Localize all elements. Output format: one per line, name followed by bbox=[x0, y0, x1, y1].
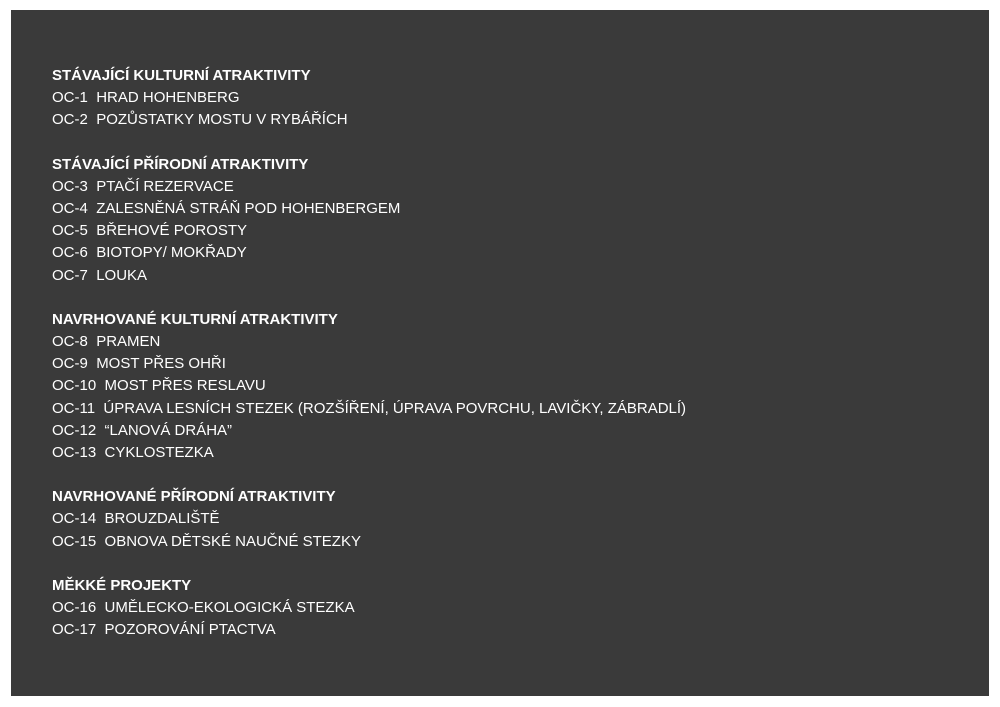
item-label: HRAD HOHENBERG bbox=[96, 89, 240, 107]
item-code: OC-16 bbox=[52, 599, 97, 617]
item-label: LOUKA bbox=[96, 266, 148, 284]
list-item bbox=[52, 220, 686, 242]
list-item bbox=[52, 198, 686, 220]
section-title: NAVRHOVANÉ KULTURNÍ ATRAKTIVITY bbox=[52, 310, 338, 328]
item-label: “LANOVÁ DRÁHA” bbox=[104, 421, 233, 439]
item-code: OC-11 bbox=[52, 399, 96, 417]
item-label: BŘEHOVÉ POROSTY bbox=[96, 222, 248, 240]
item-code: OC-4 bbox=[52, 200, 88, 218]
list-item bbox=[52, 398, 686, 420]
item-label: ÚPRAVA LESNÍCH STEZEK (ROZŠÍŘENÍ, ÚPRAVA POVRCHU, LAVIČKY, ZÁBRADLÍ) bbox=[103, 399, 687, 417]
item-label: MOST PŘES RESLAVU bbox=[104, 377, 266, 395]
section-existing-natural bbox=[52, 154, 686, 287]
item-code: OC-7 bbox=[52, 266, 88, 284]
list-item bbox=[52, 420, 686, 442]
section-title: MĚKKÉ PROJEKTY bbox=[52, 576, 192, 594]
list-item bbox=[52, 442, 686, 464]
list-item bbox=[52, 375, 686, 397]
item-label: PRAMEN bbox=[96, 333, 161, 351]
item-code: OC-10 bbox=[52, 377, 97, 395]
section-title: STÁVAJÍCÍ PŘÍRODNÍ ATRAKTIVITY bbox=[52, 155, 309, 173]
list-item bbox=[52, 176, 686, 198]
item-code: OC-9 bbox=[52, 355, 88, 373]
item-label: PTAČÍ REZERVACE bbox=[96, 177, 234, 195]
item-code: OC-1 bbox=[52, 89, 88, 107]
item-label: CYKLOSTEZKA bbox=[104, 444, 214, 462]
section-title: STÁVAJÍCÍ KULTURNÍ ATRAKTIVITY bbox=[52, 67, 311, 84]
list-item bbox=[52, 87, 686, 109]
item-code: OC-13 bbox=[52, 444, 97, 462]
list-item bbox=[52, 353, 686, 375]
list-item bbox=[52, 265, 686, 287]
list-item bbox=[52, 597, 686, 619]
item-code: OC-2 bbox=[52, 111, 88, 129]
list-item bbox=[52, 109, 686, 131]
section-existing-cultural bbox=[52, 65, 686, 132]
item-code: OC-15 bbox=[52, 532, 97, 550]
item-label: BROUZDALIŠTĚ bbox=[104, 510, 220, 528]
item-label: ZALESNĚNÁ STRÁŇ POD HOHENBERGEM bbox=[96, 200, 401, 218]
item-code: OC-14 bbox=[52, 510, 97, 528]
item-label: OBNOVA DĚTSKÉ NAUČNÉ STEZKY bbox=[104, 532, 361, 550]
list-item bbox=[52, 508, 686, 530]
item-code: OC-6 bbox=[52, 244, 88, 262]
item-label: POZOROVÁNÍ PTACTVA bbox=[104, 621, 276, 639]
section-proposed-cultural bbox=[52, 309, 686, 464]
item-code: OC-3 bbox=[52, 177, 88, 195]
item-label: UMĚLECKO-EKOLOGICKÁ STEZKA bbox=[104, 599, 355, 617]
attractions-list bbox=[52, 65, 686, 663]
item-label: POZŮSTATKY MOSTU V RYBÁŘÍCH bbox=[96, 111, 348, 129]
list-item bbox=[52, 531, 686, 553]
list-item bbox=[52, 331, 686, 353]
item-label: BIOTOPY/ MOKŘADY bbox=[96, 244, 247, 262]
section-title: NAVRHOVANÉ PŘÍRODNÍ ATRAKTIVITY bbox=[52, 488, 336, 506]
item-code: OC-17 bbox=[52, 621, 97, 639]
item-label: MOST PŘES OHŘI bbox=[96, 355, 226, 373]
list-item bbox=[52, 619, 686, 641]
item-code: OC-5 bbox=[52, 222, 88, 240]
section-soft-projects bbox=[52, 575, 686, 642]
list-item bbox=[52, 242, 686, 264]
slide-panel bbox=[11, 10, 989, 696]
item-code: OC-12 bbox=[52, 421, 97, 439]
section-proposed-natural bbox=[52, 486, 686, 553]
item-code: OC-8 bbox=[52, 333, 88, 351]
